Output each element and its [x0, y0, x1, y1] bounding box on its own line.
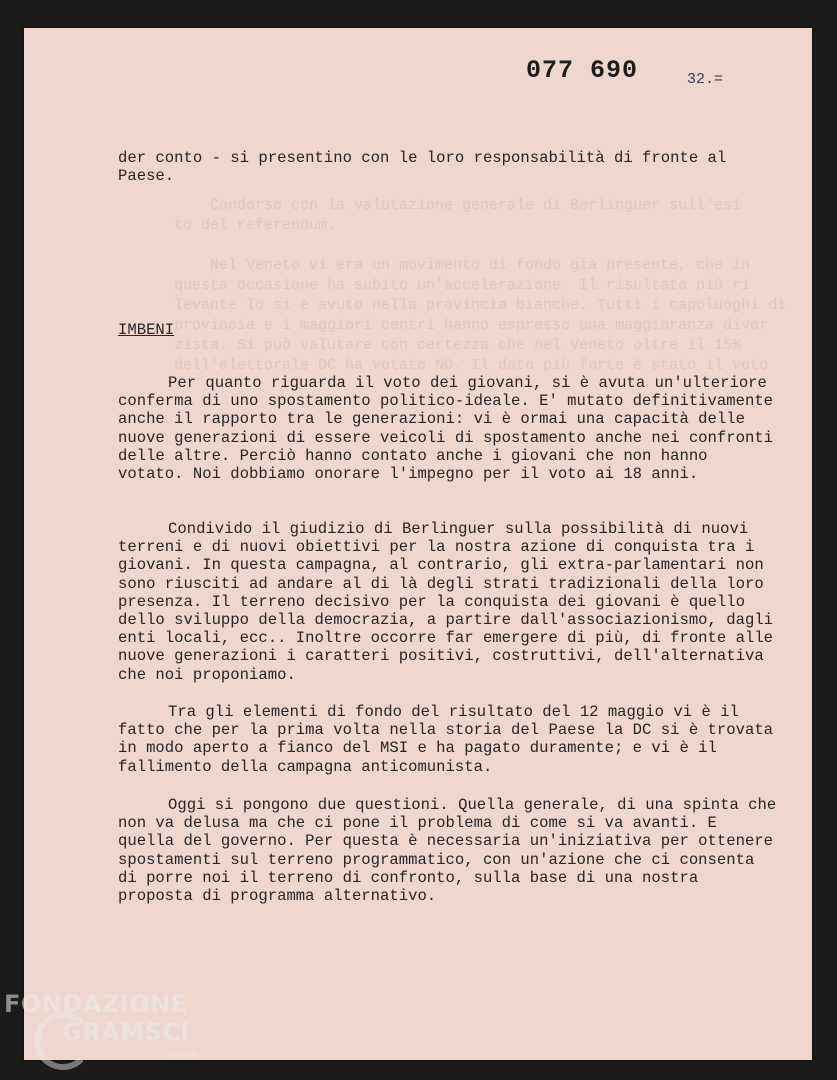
paragraph-3 — [118, 703, 778, 776]
document-page — [24, 28, 812, 1060]
paragraph-text: Tra gli elementi di fondo del risultato del 12 maggio vi è il fatto che per la prima volta nella storia del Paese la DC si è trovata in modo aperto a fianco del MSI e ha pagato duramente; e vi è il fallimento della campagna anticomunista. — [118, 703, 774, 776]
logo-line-2: GRAMSCI — [62, 1018, 190, 1046]
paragraph-text: Condivido il giudizio di Berlinguer sulla possibilità di nuovi terreni e di nuovi obiettivi per la nostra azione di conquista tra i giovani. In questa campagna, al contrario, gli extra-parlamentari non sono riusciti ad andare al di là degli strati tradizionali della loro presenza. Il terreno decisivo per la conquista dei giovani è quello dello sviluppo della democrazia, a partire dall'associazionismo, dagli enti locali, ecc.. Inoltre occorre far emergere di più, di fronte alle nuove generazioni i caratteri positivi, costruttivi, dell'alternativa che noi proponiamo. — [118, 520, 774, 684]
paragraph-4 — [118, 796, 778, 905]
intro-text: der conto - si presentino con le loro responsabilità di fronte al Paese. — [118, 149, 727, 186]
paragraph-text: Oggi si pongono due questioni. Quella generale, di una spinta che non va delusa ma che ci pone il problema di come si va avanti. E quella del governo. Per questa è necessaria un'iniziativa per ottenere spostamenti sul terreno programmatico, con un'azione che ci consenta di porre noi il terreno di confronto, sulla base di una nostra proposta di programma alternativo. — [118, 796, 777, 906]
intro-paragraph — [118, 149, 778, 185]
paragraph-2 — [118, 520, 778, 684]
logo-line-3: onlus — [170, 1050, 197, 1061]
document-number: 077 690 — [526, 56, 639, 85]
paragraph-1 — [118, 374, 778, 483]
fondazione-gramsci-logo — [4, 990, 214, 1076]
paragraph-text: Per quanto riguarda il voto dei giovani, si è avuta un'ulteriore conferma di uno spostamento politico-ideale. E' mutato definitivamente anche il rapporto tra le generazioni: vi è ormai una capacità delle nuove generazioni di essere veicoli di spostamento anche nei confronti delle altre. Perciò hanno contato anche i giovani che non hanno votato. Noi dobbiamo onorare l'impegno per il voto ai 18 anni. — [118, 374, 774, 484]
speaker-heading: IMBENI — [118, 321, 175, 339]
page-number: 32.= — [687, 71, 724, 88]
logo-line-1: FONDAZIONE — [4, 990, 188, 1018]
bleed-through-text: Condorso con la valutazione generale di Berlinguer sull'esi to del referendum. Nel Veneto vi era un movimento di fondo già presente, che in questa occasione ha subito un'accelerazione. Il risultato più ri levante lo si è avuto nella provincia bianche. Tutti i capoluoghi di provincia e i maggiori centri hanno espresso una maggioranza divor zista. Si può valutare con certezza che nel Veneto oltre il 15% dell'elettorale DC ha votato NO. Il dato più forte è stato il voto — [174, 197, 787, 374]
